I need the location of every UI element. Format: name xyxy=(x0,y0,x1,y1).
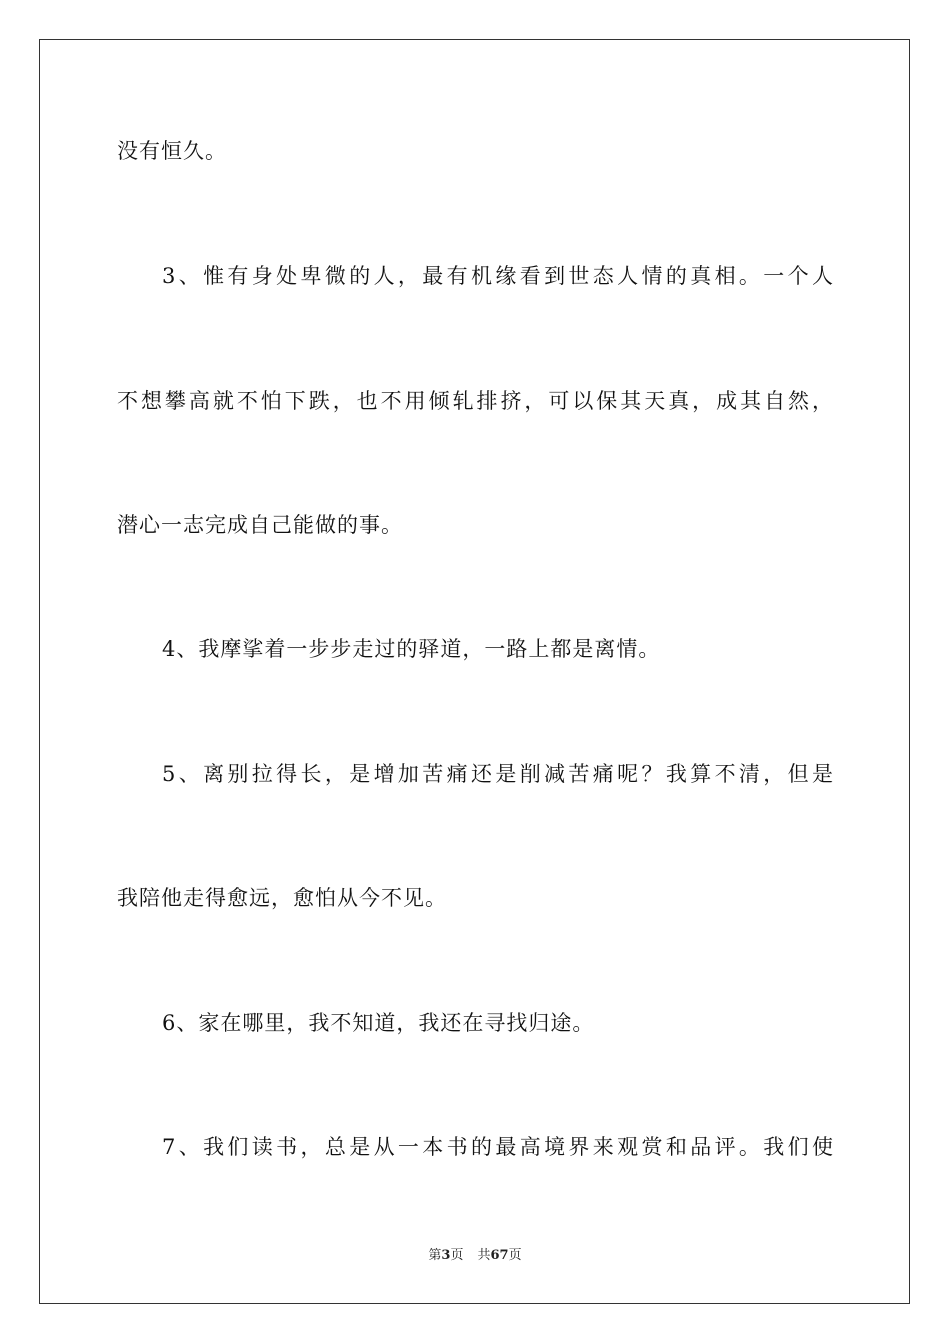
page-number: 3 xyxy=(441,1248,451,1263)
text-line-9: 7、我们读书，总是从一本书的最高境界来观赏和品评。我们使 xyxy=(162,1135,833,1159)
text-line-4: 潜心一志完成自己能做的事。 xyxy=(117,513,403,537)
total-pages: 67 xyxy=(490,1248,509,1263)
text-line-2: 3、惟有身处卑微的人，最有机缘看到世态人情的真相。一个人 xyxy=(162,264,833,288)
page-footer xyxy=(0,1247,950,1265)
total-prefix: 共 xyxy=(477,1248,491,1263)
total-suffix: 页 xyxy=(508,1248,522,1263)
text-line-3: 不想攀高就不怕下跌，也不用倾轧排挤，可以保其天真，成其自然， xyxy=(117,389,833,413)
text-line-8: 6、家在哪里，我不知道，我还在寻找归途。 xyxy=(162,1011,595,1035)
page-border xyxy=(39,39,910,1304)
text-line-5: 4、我摩挲着一步步走过的驿道，一路上都是离情。 xyxy=(162,637,661,661)
page-prefix: 第 xyxy=(428,1248,442,1263)
text-line-6: 5、离别拉得长，是增加苦痛还是削减苦痛呢？我算不清，但是 xyxy=(162,762,833,786)
text-line-7: 我陪他走得愈远，愈怕从今不见。 xyxy=(117,886,447,910)
page-suffix: 页 xyxy=(450,1248,464,1263)
text-line-1: 没有恒久。 xyxy=(117,139,227,163)
